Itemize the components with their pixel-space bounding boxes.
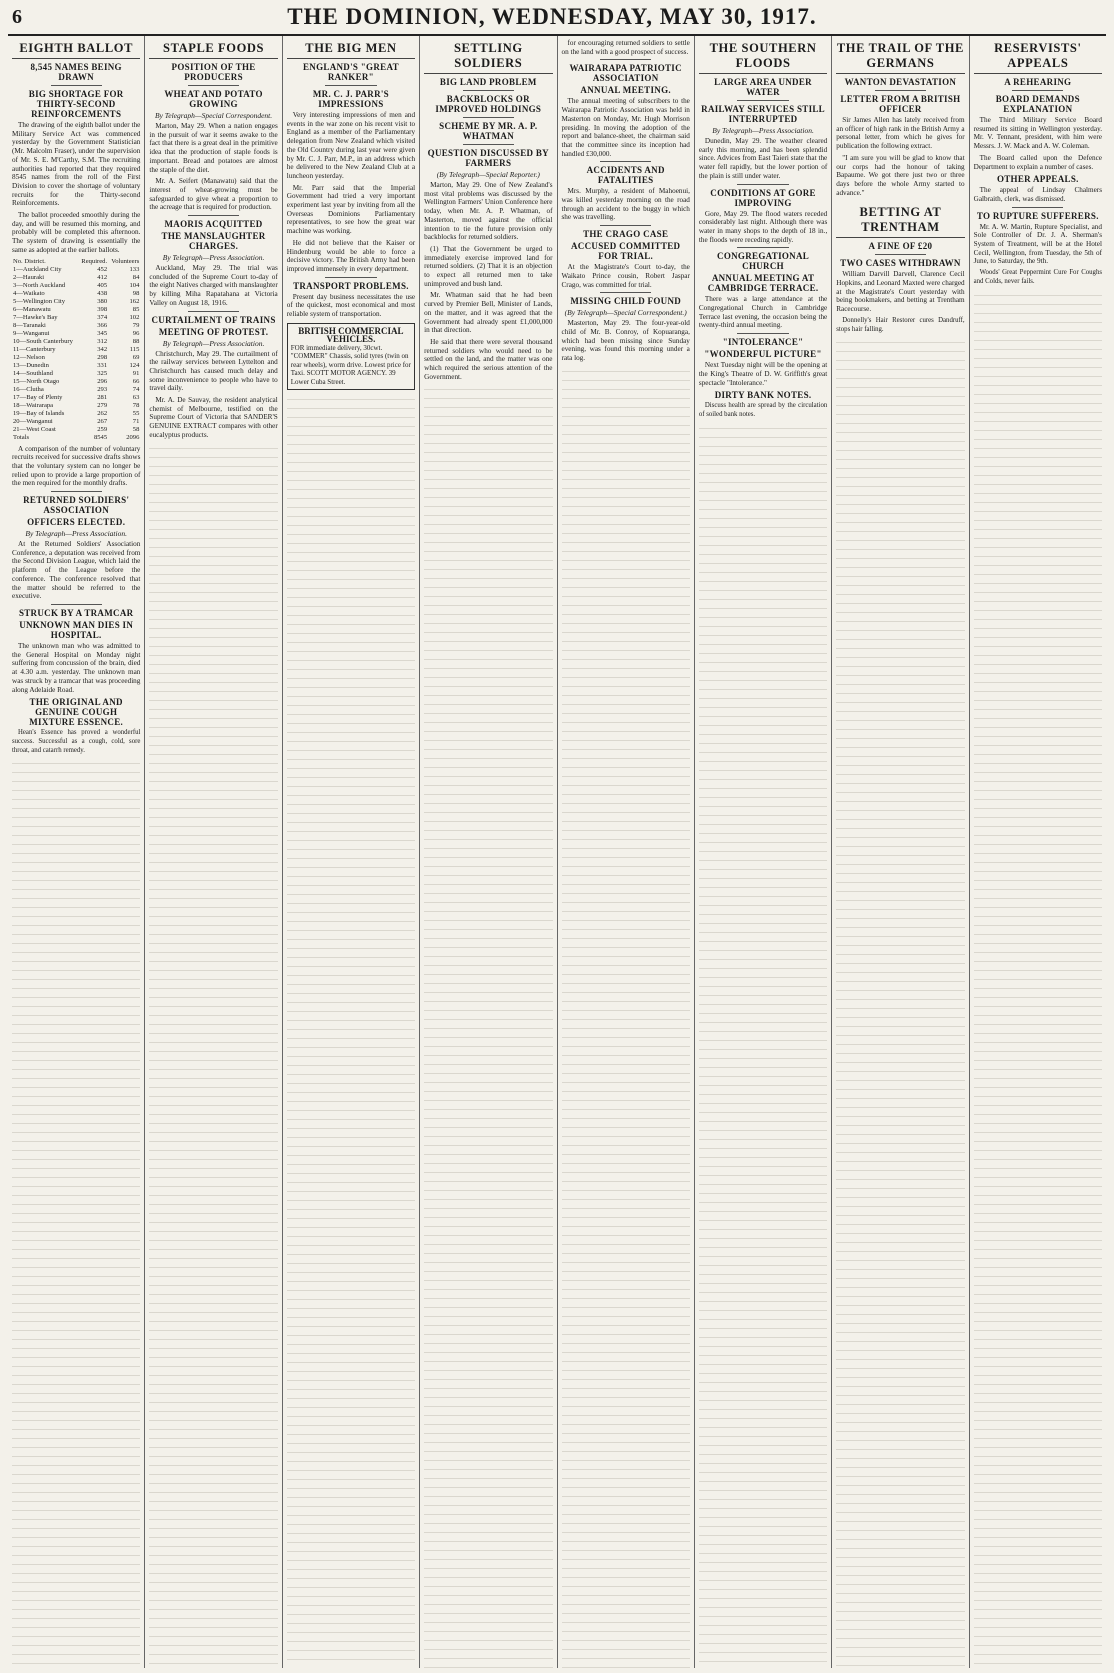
table-cell: 374: [97, 313, 108, 321]
table-cell: 102: [129, 313, 140, 321]
ballot-table: [12, 258, 140, 442]
table-cell: 69: [132, 353, 140, 361]
table-cell: 16—Clutha: [13, 385, 44, 393]
paragraph: A comparison of the number of voluntary recruits received for successive drafts shows that the voluntary system can no longer be relied upon to provide a large proportion of the men required for the monthly drafts.: [12, 444, 141, 488]
subheading: SCHEME BY MR. A. P. WHATMAN: [439, 121, 538, 141]
table-cell: 78: [132, 401, 140, 409]
subheading: OFFICERS ELECTED.: [27, 517, 126, 528]
table-header: No. District.: [13, 257, 46, 265]
table-row: [12, 282, 140, 290]
paragraph: William Darvill Darvell, Clarence Cecil Hopkins, and Leonard Maxted were charged at the Magistrate's Court yesterday with being bookmakers, and betting at Trentham Racecourse.: [836, 270, 965, 314]
paragraph: The drawing of the eighth ballot under the Military Service Act was commenced yesterday by the Government Statistician (Mr. Malcolm Fraser), under the supervision of Mr. S. E. M'Carthy, S.M. The recruiting authorities had reported that they required 8545 names from the roll of the First Division to cover the shortage of voluntary recruits for the Thirty-second Reinforcements.: [12, 121, 141, 208]
table-cell: 293: [97, 385, 108, 393]
columns: [8, 36, 1106, 1668]
table-cell: 20—Wanganui: [13, 417, 53, 425]
newspaper-title: THE DOMINION, WEDNESDAY, MAY 30, 1917.: [287, 4, 817, 29]
table-cell: 98: [132, 289, 140, 297]
advert-title: BRITISH COMMERCIAL VEHICLES.: [298, 325, 404, 345]
table-row: [12, 322, 140, 330]
subheading: 8,545 NAMES BEING DRAWN: [30, 62, 122, 82]
table-cell: 312: [97, 337, 108, 345]
paragraph: He said that there were several thousand returned soldiers who would need to be settled on the land, and the matter was one which required the serious attention of the Government.: [424, 337, 553, 381]
paragraph: Mr. Parr said that the Imperial Government had tried a very important experiment last year by inviting from all the Overseas Dominions Parliamentary representatives, to see how the great war machine was working.: [286, 183, 416, 236]
subheading: RAILWAY SERVICES STILL INTERRUPTED: [701, 104, 825, 124]
subheading: ANNUAL MEETING AT CAMBRIDGE TERRACE.: [707, 273, 819, 294]
subheading: TWO CASES WITHDRAWN: [840, 258, 961, 269]
article-title: THE TRAIL OF THE GERMANS: [836, 41, 964, 74]
table-cell: 342: [97, 345, 108, 353]
page-number: 6: [12, 5, 22, 28]
subheading: ACCUSED COMMITTED FOR TRIAL.: [571, 241, 681, 262]
table-cell: 279: [97, 401, 108, 409]
table-cell: 398: [97, 305, 108, 313]
article-title: BETTING AT TRENTHAM: [836, 205, 964, 238]
article-title: EIGHTH BALLOT: [12, 41, 140, 59]
table-row: [12, 426, 140, 434]
subheading: ACCIDENTS AND FATALITIES: [586, 165, 665, 186]
paragraph: Mr. A. De Sauvay, the resident analytical chemist of Melbourne, testified on the Supreme Court of Victoria that SANDER'S GENUINE EXTRACT compares with other eucalyptus products.: [149, 396, 278, 439]
table-row: [12, 370, 140, 378]
subheading: WHEAT AND POTATO GROWING: [164, 89, 263, 109]
byline: By Telegraph—Press Association.: [162, 338, 265, 348]
table-cell: 84: [132, 273, 140, 281]
subheading: POSITION OF THE PRODUCERS: [171, 62, 256, 82]
table-row: [12, 378, 140, 386]
paragraph: Gore, May 29. The flood waters receded considerably last night. Although there was water in many shops to the depth of 18 in., the floods were receding rapidly.: [698, 209, 828, 244]
table-cell: 12—Nelson: [13, 353, 45, 361]
paragraph: Present day business necessitates the use of the quickest, most economical and most reliable system of transportation.: [286, 292, 416, 319]
table-cell: 1—Auckland City: [13, 265, 62, 273]
table-cell: 325: [97, 369, 108, 377]
table-row: [12, 402, 140, 410]
subheading: MISSING CHILD FOUND: [570, 296, 682, 307]
article-title: RESERVISTS' APPEALS: [974, 41, 1102, 74]
table-cell: 88: [132, 337, 140, 345]
paragraph: The appeal of Lindsay Chalmers Galbraith, clerk, was dismissed.: [973, 186, 1102, 203]
paragraph: The unknown man who was admitted to the General Hospital on Monday night suffering from concussion of the brain, died at 4.30 a.m. yesterday. The unknown man was struck by a tramcar that was proceeding along Adelaide Road.: [12, 641, 141, 694]
byline: By Telegraph—Press Association.: [712, 126, 814, 135]
table-cell: 267: [97, 417, 108, 425]
paragraph: The ballot proceeded smoothly during the day, and will be resumed this morning, and probably will be completed this afternoon. The system of drawing is essentially the same as adopted at the earlier ballots.: [12, 211, 141, 254]
table-total: 2096: [126, 433, 140, 441]
column-8: [970, 36, 1106, 1668]
subheading: BIG SHORTAGE FOR THIRTY-SECOND REINFORCEMENTS: [28, 89, 124, 119]
table-row: [12, 274, 140, 282]
table-cell: 124: [129, 361, 140, 369]
table-row: [12, 290, 140, 298]
paragraph: Sir James Allen has lately received from an officer of high rank in the British Army a personal letter, from which he gives for publication the following extract.: [836, 116, 965, 151]
paragraph: Mrs. Murphy, a resident of Mahoenui, was killed yesterday morning on the road through an accident to the buggy in which she was travelling.: [561, 187, 690, 222]
byline: (By Telegraph—Special Correspondent.): [564, 308, 687, 318]
table-cell: 104: [129, 281, 140, 289]
table-cell: 162: [129, 297, 140, 305]
table-cell: 331: [97, 361, 108, 369]
table-row: [12, 306, 140, 314]
subheading: MR. C. J. PARR'S IMPRESSIONS: [312, 89, 389, 109]
table-cell: 74: [132, 385, 140, 393]
table-cell: 133: [129, 265, 140, 273]
table-cell: 13—Dunedin: [13, 361, 49, 369]
table-cell: 66: [132, 377, 140, 385]
subheading: "WONDERFUL PICTURE": [704, 349, 822, 360]
subheading: RETURNED SOLDIERS' ASSOCIATION: [23, 495, 130, 516]
table-row: [12, 410, 140, 418]
table-cell: 259: [97, 425, 108, 433]
article-title: THE SOUTHERN FLOODS: [699, 41, 827, 74]
table-cell: 2—Hauraki: [13, 273, 45, 281]
paragraph: At the Magistrate's Court to-day, the Waikato Prince cousin, Robert Jaspar Crago, was committed for trial.: [561, 263, 690, 289]
table-cell: 7—Hawke's Bay: [13, 313, 58, 321]
subheading: THE MANSLAUGHTER CHARGES.: [161, 231, 266, 252]
column-1: [8, 36, 145, 1668]
column-6: [695, 36, 832, 1668]
table-cell: 9—Wanganui: [13, 329, 50, 337]
subheading: BACKBLOCKS OR IMPROVED HOLDINGS: [435, 94, 542, 114]
table-cell: 438: [97, 289, 108, 297]
table-cell: 58: [132, 425, 140, 433]
paragraph: The Third Military Service Board resumed its sitting in Wellington yesterday. Mr. V. Tennant, president, with him were Messrs. J. W. Mack and A. W. Coleman.: [973, 116, 1102, 151]
byline: By Telegraph—Press Association.: [162, 253, 265, 263]
table-row: [12, 266, 140, 274]
subheading: MAORIS ACQUITTED: [164, 219, 263, 230]
advert-text: Donnelly's Hair Restorer cures Dandruff, stops hair falling.: [836, 316, 965, 333]
table-header: Required.: [81, 257, 108, 265]
paragraph: Dunedin, May 29. The weather cleared early this morning, and has been splendid since. Advices from East Taieri state that the water fell rapidly, but the lower portion of the plain is still under water.: [698, 137, 828, 180]
table-cell: 115: [129, 345, 140, 353]
table-cell: 71: [132, 417, 140, 425]
table-cell: 380: [97, 297, 108, 305]
paragraph: He did not believe that the Kaiser or Hindenburg would be able to force a decisive victory. The British Army had been improved immensely in every department.: [286, 238, 416, 273]
article-title: STAPLE FOODS: [149, 41, 277, 59]
table-total-label: Totals: [13, 433, 30, 441]
table-cell: 91: [132, 369, 140, 377]
paragraph: Marton, May 29. One of New Zealand's most vital problems was discussed by the Wellington Farmers' Union Conference here today, when Mr. A. P. Whatman, of Masterton, moved against the official intention to tie the future provision only backblocks for returned soldiers.: [424, 181, 553, 242]
subheading: WANTON DEVASTATION: [844, 77, 957, 87]
table-cell: 262: [97, 409, 108, 417]
table-cell: 8—Taranaki: [13, 321, 46, 329]
advert-text: FOR immediate delivery, 30cwt. "COMMER" Chassis, solid tyres (twin on rear wheels), worm drive. Lowest price for Taxi. SCOTT MOTOR AGENCY. 39 Lower Cuba Street.: [290, 343, 411, 386]
column-4: [420, 36, 557, 1668]
table-cell: 10—South Canterbury: [13, 337, 73, 345]
subheading: LARGE AREA UNDER WATER: [714, 77, 812, 97]
paragraph: "I am sure you will be glad to know that our corps had the honour of taking Bapaume. We got there just two or three days before the whole Army started to advance.": [836, 153, 965, 197]
table-cell: 5—Wellington City: [13, 297, 66, 305]
column-2: [145, 36, 282, 1668]
paragraph: Marton, May 29. When a nation engages in the pursuit of war it seems awake to the fact that there is a great deal in the primitive idea that the production of staple foods is important. Bread and potatoes are almost the staple of the diet.: [149, 122, 278, 174]
table-cell: 345: [97, 329, 108, 337]
table-row: [12, 314, 140, 322]
paragraph: The annual meeting of subscribers to the Wairarapa Patriotic Association was held in Masterton on Monday, Mr. Hugh Morrison presiding. In moving the adoption of the report and balance-sheet, the chairman said that the committee since its inception had handled £30,000.: [561, 97, 690, 158]
paragraph: At the Returned Soldiers' Association Conference, a deputation was received from the Second Division League, which laid the platform of the League before the conference. The conference resolved that the matter should be referred to the executive.: [12, 540, 141, 601]
paragraph: There was a large attendance at the Congregational Church in Cambridge Terrace last evening, the occasion being the twenty-third annual meeting.: [698, 295, 828, 330]
subheading: UNKNOWN MAN DIES IN HOSPITAL.: [19, 619, 134, 640]
table-row: [12, 354, 140, 362]
subheading: LETTER FROM A BRITISH OFFICER: [840, 94, 961, 114]
table-cell: 85: [132, 305, 140, 313]
subheading: ANNUAL MEETING.: [580, 85, 671, 96]
table-cell: 3—North Auckland: [13, 281, 66, 289]
table-total: 8545: [93, 433, 108, 441]
table-cell: 63: [132, 393, 140, 401]
paragraph: Mr. A. W. Martin, Rupture Specialist, and Sole Controller of Dr. J. A. Sherman's System of Treatment, will be at the Hotel Cecil, Wellington, from Tuesday, the 5th of June, to Saturday, the 9th.: [973, 222, 1102, 266]
table-cell: 452: [97, 265, 108, 273]
table-cell: 96: [132, 329, 140, 337]
advert-title: DIRTY BANK NOTES.: [714, 390, 812, 401]
table-row: [12, 386, 140, 394]
column-5: [558, 36, 695, 1668]
subheading: THE CRAGO CASE: [583, 229, 669, 240]
table-cell: 18—Wairarapa: [13, 401, 54, 409]
advert-text: Woods' Great Peppermint Cure For Coughs and Colds, never fails.: [973, 269, 1102, 285]
table-cell: 19—Bay of Islands: [13, 409, 65, 417]
subheading: WAIRARAPA PATRIOTIC ASSOCIATION: [569, 63, 682, 84]
byline: By Telegraph—Special Correspondent.: [154, 111, 273, 120]
paragraph: Next Tuesday night will be the opening at the King's Theatre of D. W. Griffith's great spectacle "Intolerance.": [698, 361, 828, 387]
table-row: [12, 346, 140, 354]
table-cell: 14—Southland: [13, 369, 53, 377]
paragraph: for encouraging returned soldiers to settle on the land with a good prospect of success.: [561, 39, 690, 56]
advert-box: [287, 323, 415, 391]
subheading: STRUCK BY A TRAMCAR: [18, 607, 134, 618]
table-cell: 17—Bay of Plenty: [13, 393, 63, 401]
table-header: Volunteers: [111, 257, 140, 265]
paragraph: The Board called upon the Defence Department to explain a number of cases.: [973, 153, 1102, 171]
table-cell: 6—Manawatu: [13, 305, 51, 313]
table-row: [12, 298, 140, 306]
table-cell: 21—West Coast: [13, 425, 56, 433]
table-row: [12, 330, 140, 338]
table-cell: 11—Canterbury: [13, 345, 56, 353]
subheading: BIG LAND PROBLEM: [439, 77, 537, 87]
subheading: "INTOLERANCE": [722, 337, 804, 348]
subheading: ENGLAND'S "GREAT RANKER": [302, 62, 399, 82]
advert-title: THE ORIGINAL AND GENUINE COUGH MIXTURE ESSENCE.: [29, 697, 124, 728]
table-cell: 281: [97, 393, 108, 401]
table-cell: 405: [97, 281, 108, 289]
column-7: [832, 36, 969, 1668]
masthead: [8, 0, 1106, 36]
table-row: [12, 338, 140, 346]
subheading: TRANSPORT PROBLEMS.: [293, 280, 409, 291]
paragraph: Mr. Whatman said that he had been curved by Premier Bell, Minister of Lands, on the matter, and it was agreed that the Government had already spent £1,000,000 in that direction.: [424, 291, 553, 335]
paragraph: Masterton, May 29. The four-year-old child of Mr. B. Conroy, of Kopuaranga, which had been missing since Sunday evening, was found this morning under a rata log.: [561, 319, 690, 363]
subheading: A FINE OF £20: [868, 241, 933, 252]
byline: By Telegraph—Press Association.: [25, 529, 127, 539]
paragraph: Christchurch, May 29. The curtailment of the railway services between Lyttelton and Christchurch has caused much delay and some inconvenience to people who have to travel daily.: [149, 349, 278, 393]
table-row: [12, 394, 140, 402]
subheading: MEETING OF PROTEST.: [158, 326, 269, 337]
advert-text: Hean's Essence has proved a wonderful success. Successful as a cough, cold, sore throat, and catarrh remedy.: [12, 729, 141, 754]
table-cell: 298: [97, 353, 108, 361]
subheading: CONDITIONS AT GORE IMPROVING: [710, 187, 816, 208]
table-cell: 79: [132, 321, 140, 329]
table-cell: 296: [97, 377, 108, 385]
subheading: OTHER APPEALS.: [996, 174, 1079, 185]
table-cell: 15—North Otago: [13, 377, 60, 385]
paragraph: Auckland, May 29. The trial was concluded of the Supreme Court to-day of the eight Natives charged with manslaughter by killing Miha Rapatahana at Victoria Valley on August 18, 1916.: [149, 264, 278, 307]
article-title: THE BIG MEN: [287, 41, 415, 59]
byline: (By Telegraph—Special Reporter.): [436, 170, 540, 179]
advert-text: Discuss health are spread by the circulation of soiled bank notes.: [698, 402, 828, 418]
subheading: BOARD DEMANDS EXPLANATION: [995, 94, 1080, 114]
paragraph: Very interesting impressions of men and events in the war zone on his recent visit to England as a member of the Parliamentary delegation from New Zealand which visited the Old Country during last year were given by Mr. C. J. Parr, M.P., in an address which he delivered to the New Zealand Club at a luncheon yesterday.: [286, 111, 416, 180]
table-cell: 412: [97, 273, 108, 281]
paragraph: (1) That the Government be urged to immediately exercise improved land for returned soldiers. (2) That it is an objection to expect all returned men to take unimproved and bush land.: [424, 244, 553, 288]
table-row: [12, 418, 140, 426]
subheading: QUESTION DISCUSSED BY FARMERS: [427, 148, 549, 168]
table-cell: 366: [97, 321, 108, 329]
subheading: TO RUPTURE SUFFERERS.: [976, 210, 1099, 221]
subheading: CURTAILMENT OF TRAINS: [151, 314, 276, 325]
subheading: A REHEARING: [1004, 77, 1072, 87]
table-row: [12, 362, 140, 370]
paragraph: Mr. A. Seifert (Manawatu) said that the interest of wheat-growing must be safeguarded to give wheat a proportion to the acreage that is required for production.: [149, 177, 278, 212]
subheading: CONGREGATIONAL CHURCH: [717, 251, 810, 272]
column-3: [283, 36, 420, 1668]
table-cell: 55: [132, 409, 140, 417]
article-title: SETTLING SOLDIERS: [424, 41, 552, 74]
table-cell: 4—Waikato: [13, 289, 45, 297]
